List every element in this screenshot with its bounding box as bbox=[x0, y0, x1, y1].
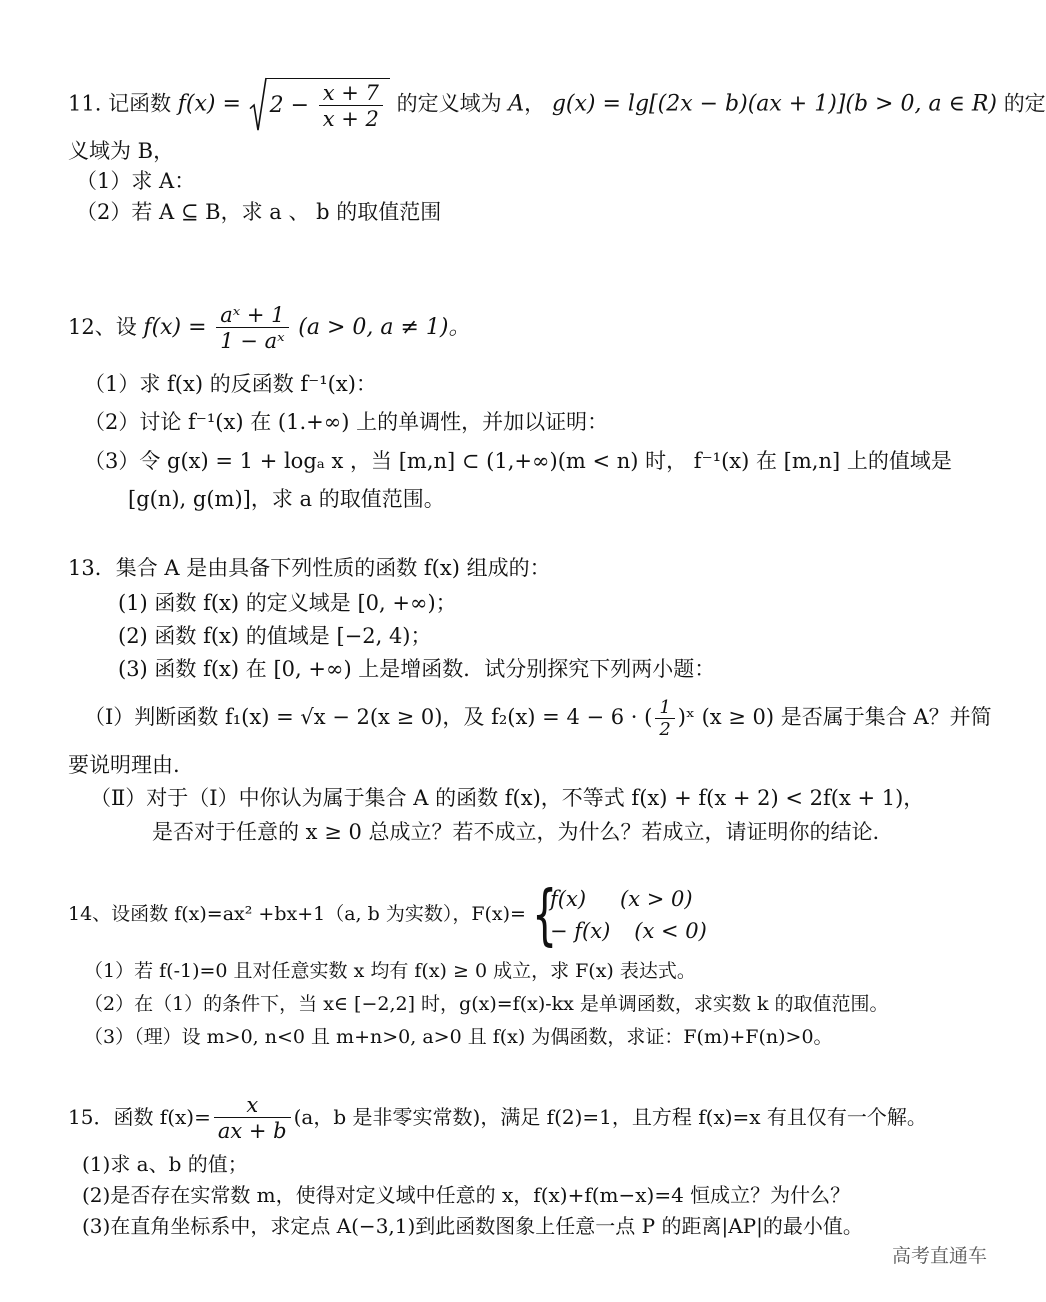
p14-case1 bbox=[550, 883, 707, 915]
p14-case1-cond: (x > 0) bbox=[620, 887, 693, 911]
p14-case2-expr: − f(x) bbox=[550, 919, 611, 943]
p15-frac-num: x bbox=[246, 1093, 259, 1117]
p13-cond2: (2) 函数 f(x) 的值域是 [−2, 4)； bbox=[118, 624, 432, 648]
p14-piecewise bbox=[532, 876, 707, 953]
watermark: 高考直通车 bbox=[891, 1245, 987, 1267]
p13-intro: 13．集合 A 是由具备下列性质的函数 f(x) 组成的： bbox=[68, 556, 551, 580]
p13-part-ii-a: （Ⅱ）对于（Ⅰ）中你认为属于集合 A 的函数 f(x)，不等式 f(x) + f(x + 2) < 2f(x + 1)， bbox=[90, 786, 925, 810]
p12-f-lhs: f(x) = bbox=[143, 315, 207, 340]
p14-case1-expr: f(x) bbox=[550, 887, 587, 911]
p11-line1-end: 的定 bbox=[1003, 91, 1046, 116]
p14-case2-cond: (x < 0) bbox=[634, 919, 707, 943]
p15-q2: (2)是否存在实常数 m，使得对定义域中任意的 x，f(x)+f(m−x)=4 恒成立？为什么？ bbox=[82, 1183, 851, 1207]
p13-half-fraction bbox=[655, 697, 674, 740]
p15-frac-den: ax + b bbox=[214, 1117, 291, 1144]
p13-part-i bbox=[84, 692, 992, 742]
p11-comma: ， bbox=[524, 91, 546, 116]
p11-f-lhs: f(x) = bbox=[177, 91, 241, 117]
p12-frac-num: aˣ + 1 bbox=[220, 303, 285, 327]
p12-fraction bbox=[216, 303, 288, 354]
p12-number-text: 12、设 bbox=[68, 315, 137, 339]
p15-condition-text: (a，b 是非零实常数)，满足 f(2)=1，且方程 f(x)=x 有且仅有一个解。 bbox=[293, 1105, 927, 1129]
p15-number-text: 15．函数 f(x)= bbox=[68, 1105, 211, 1129]
p15-q3: (3)在直角坐标系中，求定点 A(−3,1)到此函数图象上任意一点 P 的距离|AP|的最小值。 bbox=[82, 1214, 863, 1238]
p12-q2: （2）讨论 f⁻¹(x) 在 (1.+∞) 上的单调性，并加以证明： bbox=[84, 410, 609, 434]
p14-q1: （1）若 f(-1)=0 且对任意实数 x 均有 f(x) ≥ 0 成立，求 F(x) 表达式。 bbox=[84, 960, 696, 982]
p12-line1 bbox=[68, 300, 470, 355]
p13-cond3: (3) 函数 f(x) 在 [0, +∞) 上是增函数．试分别探究下列两小题： bbox=[118, 657, 716, 681]
p11-sqrt-lead: 2 − bbox=[269, 93, 310, 118]
p11-set-a: A bbox=[508, 91, 525, 117]
p13-part-i-pre: （Ⅰ）判断函数 f₁(x) = √x − 2(x ≥ 0)，及 f₂(x) = 4 − 6 · ( bbox=[84, 705, 653, 729]
p14-q3: （3）（理）设 m>0, n<0 且 m+n>0, a>0 且 f(x) 为偶函数，求证：F(m)+F(n)>0。 bbox=[84, 1026, 833, 1048]
p15-q1: (1)求 a、b 的值； bbox=[82, 1152, 248, 1176]
p13-half-den: 2 bbox=[655, 718, 674, 740]
p12-q3a: （3）令 g(x) = 1 + logₐ x ，当 [m,n] ⊂ (1,+∞)(m < n) 时， f⁻¹(x) 在 [m,n] 上的值域是 bbox=[84, 449, 952, 473]
p11-mid-text: 的定义域为 bbox=[396, 91, 502, 116]
p13-half-num: 1 bbox=[659, 697, 671, 718]
p13-part-ii-b: 是否对于任意的 x ≥ 0 总成立？若不成立，为什么？若成立，请证明你的结论. bbox=[152, 820, 880, 844]
p11-q1: （1）求 A： bbox=[76, 169, 196, 193]
p11-sqrt bbox=[250, 78, 390, 132]
p15-line1 bbox=[68, 1088, 927, 1146]
p11-frac-den: x + 2 bbox=[319, 105, 383, 132]
p11-g-expression: g(x) = lg[(2x − b)(ax + 1)](b > 0, a ∈ R) bbox=[551, 91, 997, 117]
p11-frac-num: x + 7 bbox=[322, 81, 379, 105]
p14-definition-text: 14、设函数 f(x)=ax² +bx+1（a, b 为实数），F(x)= bbox=[68, 903, 526, 925]
p11-q2: （2）若 A ⊆ B，求 a 、 b 的取值范围 bbox=[76, 200, 442, 224]
p12-frac-den: 1 − aˣ bbox=[216, 327, 288, 354]
p11-fraction bbox=[319, 81, 383, 132]
p13-cond1: (1) 函数 f(x) 的定义域是 [0, +∞)； bbox=[118, 591, 457, 615]
p14-q2: （2）在（1）的条件下，当 x∈ [−2,2] 时，g(x)=f(x)-kx 是单调函数，求实数 k 的取值范围。 bbox=[84, 993, 889, 1015]
p13-part-i-post: )ˣ (x ≥ 0) 是否属于集合 A？并简 bbox=[677, 705, 992, 729]
p15-fraction bbox=[214, 1093, 291, 1144]
p13-part-i-cont: 要说明理由. bbox=[68, 753, 180, 777]
left-brace-icon: { bbox=[532, 876, 558, 953]
radical-sign-icon bbox=[250, 78, 266, 132]
p11-line1 bbox=[68, 78, 1046, 132]
p12-condition: (a > 0, a ≠ 1)。 bbox=[298, 315, 471, 340]
p14-case2 bbox=[550, 915, 707, 947]
p11-number-text: 11. 记函数 bbox=[68, 91, 172, 116]
p12-q1: （1）求 f(x) 的反函数 f⁻¹(x)： bbox=[84, 372, 377, 396]
p11-line2: 义域为 B， bbox=[68, 139, 175, 163]
p14-line1 bbox=[68, 876, 707, 953]
p12-q3b: [g(n), g(m)]，求 a 的取值范围。 bbox=[128, 487, 445, 511]
